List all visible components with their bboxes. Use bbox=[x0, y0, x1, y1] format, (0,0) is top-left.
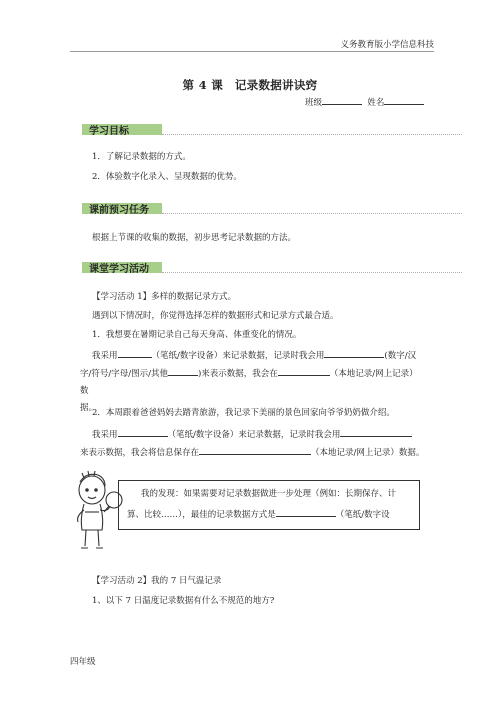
question-2-answer: 我采用 （笔纸/数字设备）来记录数据，记录时我会用 来表示数据，我会将信息保存在 （本地记录/网上记录）数据。 bbox=[80, 426, 426, 462]
storage-blank[interactable] bbox=[278, 365, 330, 376]
discovery-line-1: 我的发现：如果需要对记录数据做进一步处理（例如：长期保存、计 bbox=[141, 489, 397, 499]
section-activities-title: 课堂学习活动 bbox=[89, 264, 149, 275]
activity2-question-1: 1、以下 7 日温度记录数据有什么不规范的地方? bbox=[92, 596, 275, 606]
section-preview-title: 课前预习任务 bbox=[89, 205, 149, 216]
question-2: 2．本周跟着爸爸妈妈去踏青旅游，我记录下美丽的景色回家向爷爷奶奶做介绍。 bbox=[92, 408, 395, 418]
activity1-title: 【学习活动 1】多样的数据记录方式。 bbox=[92, 292, 237, 302]
class-name-line bbox=[305, 95, 424, 108]
other-blank[interactable] bbox=[168, 365, 198, 376]
question-1: 1．我想要在暑期记录自己每天身高、体重变化的情况。 bbox=[92, 330, 302, 340]
format-blank-2[interactable] bbox=[340, 426, 412, 437]
format-blank[interactable] bbox=[324, 347, 384, 358]
section-divider bbox=[162, 213, 462, 214]
device-blank[interactable] bbox=[118, 347, 152, 358]
lesson-title: 第 4 课 记录数据讲诀窍 bbox=[182, 78, 318, 92]
grade-footer: 四年级 bbox=[70, 657, 96, 667]
name-label: 姓名 bbox=[367, 98, 385, 108]
section-divider bbox=[162, 134, 462, 135]
activity1-intro: 遇到以下情况时，你觉得选择怎样的数据形式和记录方式最合适。 bbox=[92, 311, 339, 321]
storage-blank-2[interactable] bbox=[199, 444, 311, 455]
magnifier-kid-illustration bbox=[70, 470, 128, 558]
goal-item-1: 1．了解记录数据的方式。 bbox=[92, 152, 191, 162]
header-rule bbox=[70, 51, 434, 52]
best-method-blank[interactable] bbox=[276, 506, 336, 517]
goal-item-2: 2．体验数字化录入、呈现数据的优势。 bbox=[92, 172, 242, 182]
class-blank[interactable] bbox=[322, 95, 362, 105]
device-blank-2[interactable] bbox=[118, 426, 168, 437]
discovery-line-2: 算、比较……），最佳的记录数据方式是 （笔纸/数字设 bbox=[127, 506, 390, 520]
publisher-header: 义务教育版小学信息科技 bbox=[340, 40, 434, 50]
question-1-answer: 我采用 （笔纸/数字设备）来记录数据，记录时我会用 (数字/汉 字/符号/字母/图示/其他 )来表示数据，我会在 （本地记录/网上记录）数 据。 bbox=[80, 347, 426, 417]
name-blank[interactable] bbox=[384, 95, 424, 105]
section-divider bbox=[162, 272, 462, 273]
class-label: 班级 bbox=[305, 98, 323, 108]
section-goals-title: 学习目标 bbox=[89, 126, 129, 137]
preview-text: 根据上节课的收集的数据，初步思考记录数据的方法。 bbox=[92, 233, 297, 243]
activity2-title: 【学习活动 2】我的 7 日气温记录 bbox=[92, 576, 222, 586]
